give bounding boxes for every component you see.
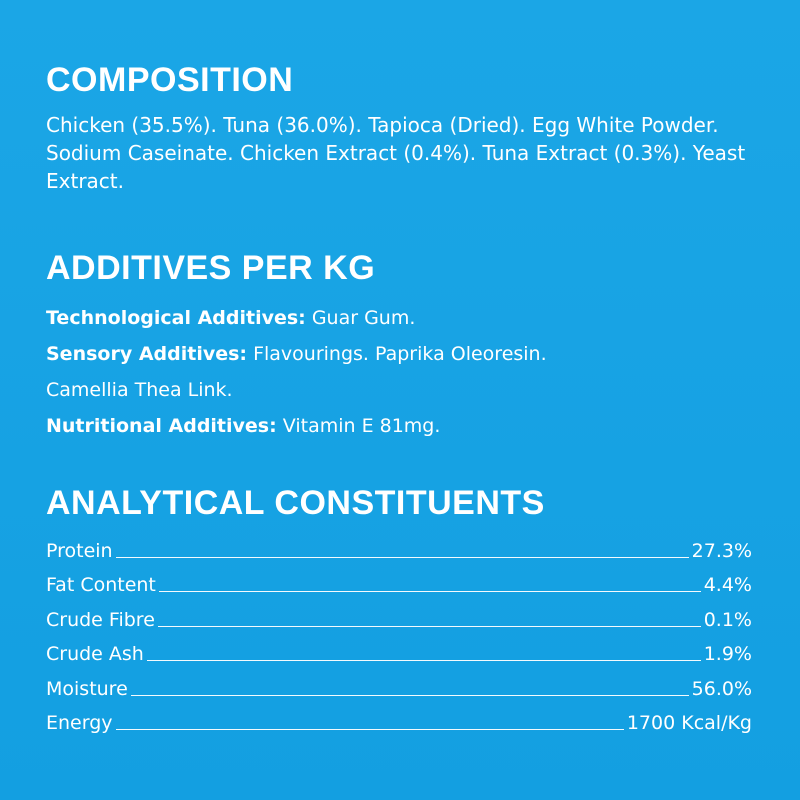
- leader-line: [158, 626, 701, 627]
- constituent-name: Protein: [46, 539, 113, 562]
- nutritional-additives-label: Nutritional Additives:: [46, 415, 277, 437]
- analytical-constituents-heading: ANALYTICAL CONSTITUENTS: [46, 484, 545, 522]
- leader-line: [147, 660, 701, 661]
- constituent-name: Fat Content: [46, 574, 156, 596]
- constituent-name: Crude Ash: [46, 643, 144, 665]
- constituent-row-crude-fibre: [46, 597, 752, 632]
- analytical-constituents-section: [46, 483, 754, 735]
- sensory-additives-line: [46, 336, 754, 372]
- constituent-value: 1.9%: [703, 643, 752, 665]
- constituent-name: Energy: [46, 712, 113, 734]
- composition-heading: COMPOSITION: [46, 61, 294, 99]
- constituent-row-energy: [46, 701, 752, 736]
- nutritional-additives-value: Vitamin E 81mg.: [276, 415, 441, 437]
- sensory-additives-label: Sensory Additives:: [46, 343, 248, 365]
- additives-section: [46, 248, 754, 444]
- constituent-value: 27.3%: [691, 539, 752, 562]
- additives-heading: ADDITIVES PER KG: [46, 249, 376, 287]
- constituent-row-moisture: [46, 666, 752, 701]
- constituent-name: Moisture: [46, 677, 128, 700]
- sensory-additives-continuation-line: [46, 372, 754, 408]
- constituent-row-crude-ash: [46, 632, 752, 667]
- composition-ingredients: Chicken (35.5%). Tuna (36.0%). Tapioca (Dried). Egg White Powder. Sodium Caseinate. Chicken Extract (0.4%). Tuna Extract (0.3%). Yeast Extract.: [46, 113, 746, 193]
- constituent-row-fat-content: [46, 563, 752, 598]
- technological-additives-line: [46, 300, 754, 336]
- leader-line: [116, 557, 689, 558]
- constituent-value: 0.1%: [703, 608, 752, 631]
- leader-line: [131, 695, 689, 696]
- technological-additives-value: Guar Gum.: [305, 307, 416, 329]
- constituent-row-protein: [46, 528, 752, 563]
- sensory-additives-continuation: Camellia Thea Link.: [46, 379, 233, 401]
- constituent-value: 56.0%: [691, 677, 752, 700]
- sensory-additives-value: Flavourings. Paprika Oleoresin.: [247, 343, 547, 365]
- nutrition-content: [46, 60, 754, 735]
- constituent-value: 4.4%: [703, 574, 752, 596]
- composition-section: [46, 60, 754, 195]
- nutritional-additives-line: [46, 408, 754, 444]
- technological-additives-label: Technological Additives:: [46, 307, 306, 329]
- constituent-value: 1700 Kcal/Kg: [626, 712, 752, 734]
- leader-line: [116, 729, 624, 730]
- leader-line: [159, 591, 701, 592]
- analytical-constituents-table: [46, 528, 752, 735]
- additives-list: [46, 300, 754, 444]
- constituent-name: Crude Fibre: [46, 608, 155, 631]
